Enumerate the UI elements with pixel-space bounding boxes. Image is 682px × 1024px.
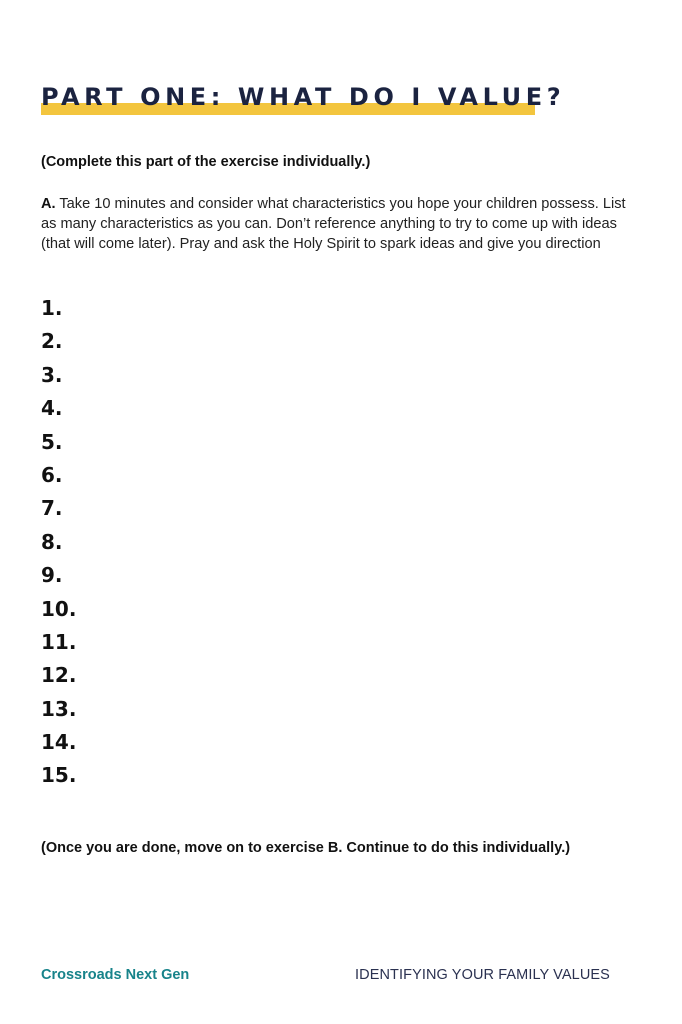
list-item: 1. [41,296,63,320]
list-item: 10. [41,596,77,621]
instruction-paragraph [41,194,641,254]
list-item: 5. [41,429,63,454]
footer-document-title: IDENTIFYING YOUR FAMILY VALUES [355,967,610,983]
instruction-label: A. [41,196,56,212]
instruction-body: Take 10 minutes and consider what characteristics you hope your children possess. List as many characteristics as you can. Don’t reference anything to try to come up with ideas (that will come later). Pray and ask the Holy Spirit to spark ideas and give you direction [41,196,626,252]
page-title: PART ONE: WHAT DO I VALUE? [41,83,566,111]
list-item: 12. [41,663,77,688]
list-item: 11. [41,629,77,654]
footer-brand: Crossroads Next Gen [41,967,190,983]
list-item: 3. [41,362,63,387]
list-item: 4. [41,396,63,421]
list-item: 7. [41,496,63,521]
list-item: 14. [41,730,77,755]
list-item: 13. [41,696,77,721]
list-item: 6. [41,462,63,487]
closing-instruction: (Once you are done, move on to exercise B. Continue to do this individually.) [41,840,571,856]
list-item: 9. [41,563,63,588]
list-item: 8. [41,529,63,554]
instruction-subtitle: (Complete this part of the exercise individually.) [41,154,371,170]
list-item: 15. [41,763,77,788]
list-item: 2. [41,329,63,354]
characteristics-list [41,296,76,797]
